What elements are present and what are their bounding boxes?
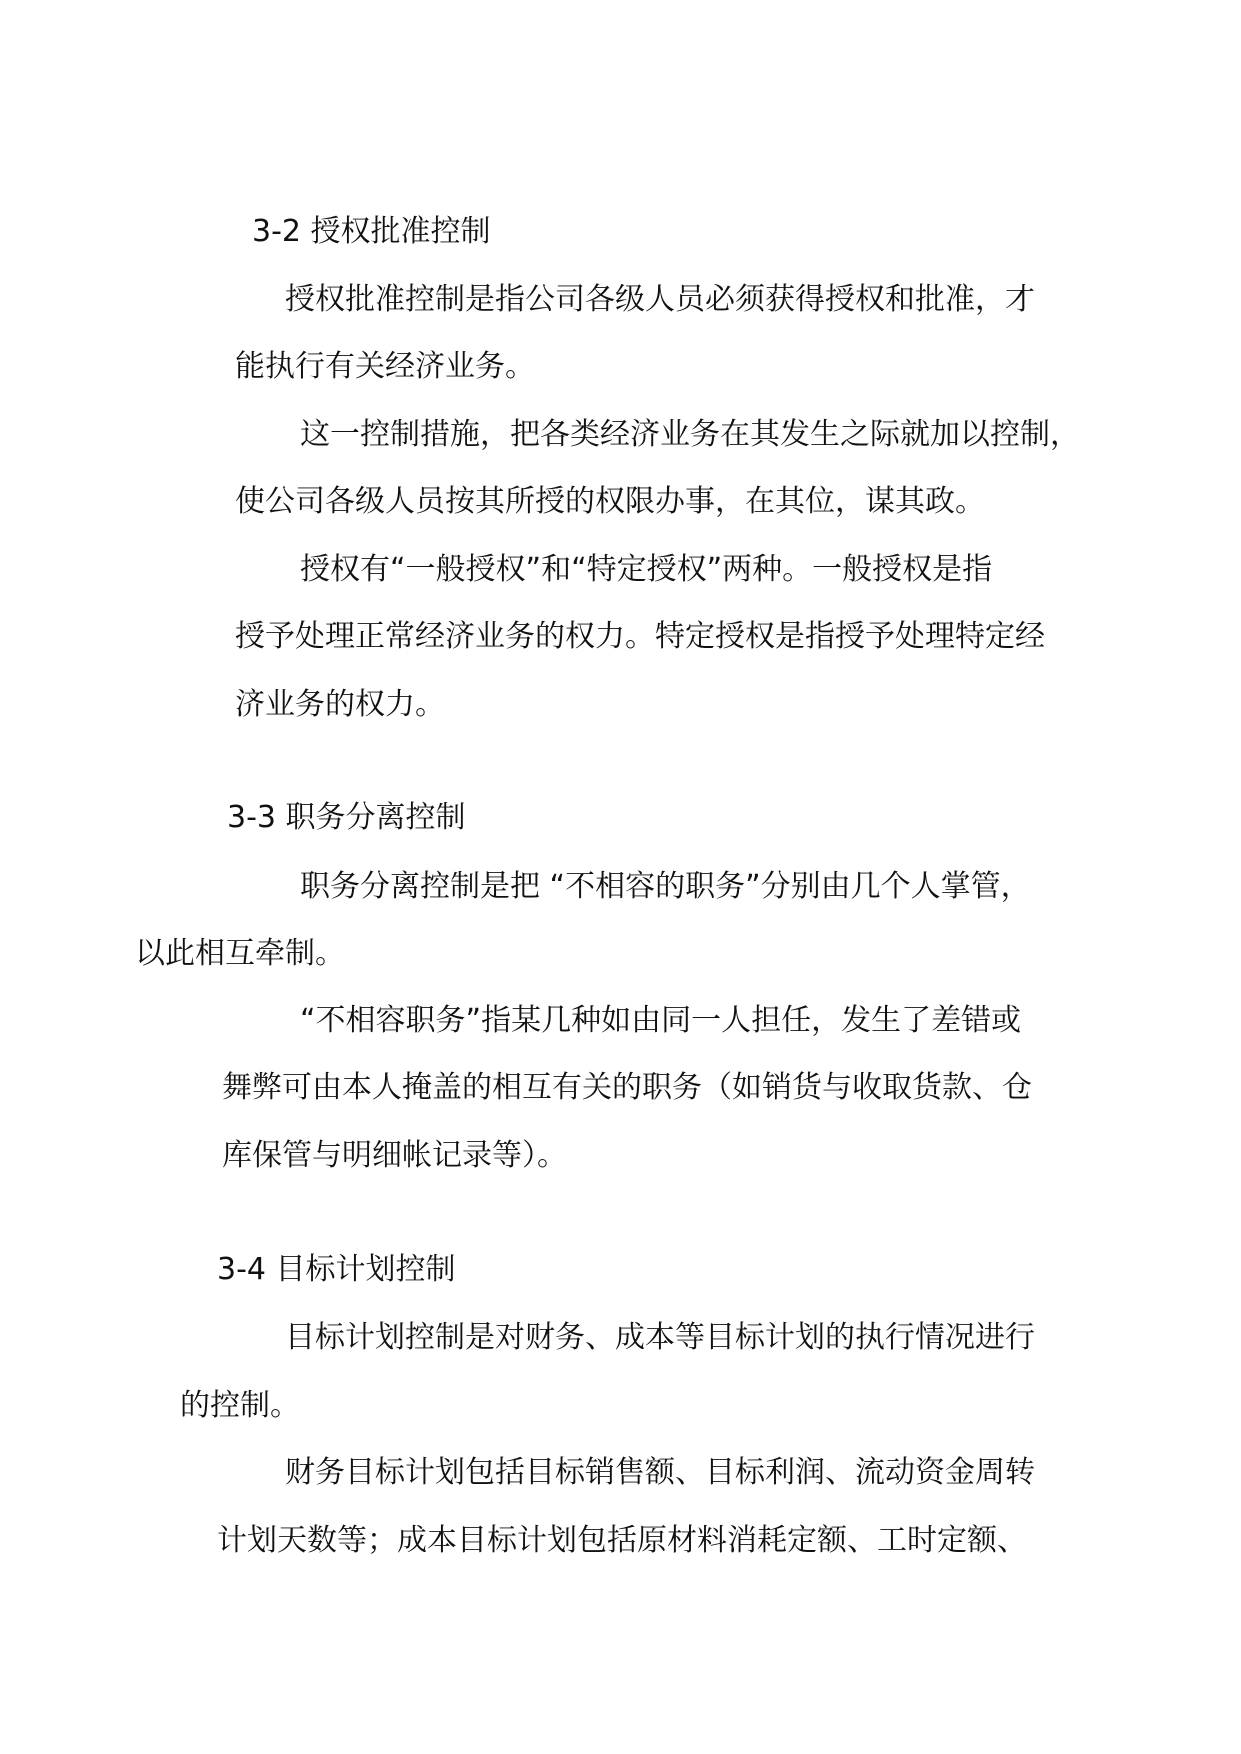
paragraph-line: 职务分离控制是把 “不相容的职务”分别由几个人掌管，	[300, 869, 1031, 904]
paragraph-line: 目标计划控制是对财务、成本等目标计划的执行情况进行	[285, 1320, 1035, 1355]
paragraph-line: 计划天数等；成本目标计划包括原材料消耗定额、工时定额、	[217, 1523, 1027, 1558]
paragraph-line: 授予处理正常经济业务的权力。特定授权是指授予处理特定经	[235, 619, 1045, 654]
paragraph-line: 授权有“一般授权”和“特定授权”两种。一般授权是指	[300, 552, 993, 587]
paragraph-line: 能执行有关经济业务。	[235, 349, 535, 384]
paragraph-line: 库保管与明细帐记录等）。	[222, 1138, 567, 1173]
paragraph-line: 财务目标计划包括目标销售额、目标利润、流动资金周转	[285, 1455, 1035, 1490]
paragraph-line: 以此相互牵制。	[135, 936, 345, 971]
section-heading-3-2: 3-2 授权批准控制	[252, 214, 491, 249]
section-heading-3-4: 3-4 目标计划控制	[217, 1252, 456, 1287]
paragraph-line: 济业务的权力。	[235, 687, 445, 722]
paragraph-line: 的控制。	[180, 1388, 300, 1423]
paragraph-line: 舞弊可由本人掩盖的相互有关的职务（如销货与收取货款、仓	[222, 1070, 1032, 1105]
section-heading-3-3: 3-3 职务分离控制	[227, 800, 466, 835]
paragraph-line: “不相容职务”指某几种如由同一人担任，发生了差错或	[300, 1003, 1022, 1038]
paragraph-line: 使公司各级人员按其所授的权限办事，在其位，谋其政。	[235, 484, 985, 519]
paragraph-line: 这一控制措施，把各类经济业务在其发生之际就加以控制，	[300, 417, 1080, 452]
paragraph-line: 授权批准控制是指公司各级人员必须获得授权和批准，才	[285, 282, 1035, 317]
